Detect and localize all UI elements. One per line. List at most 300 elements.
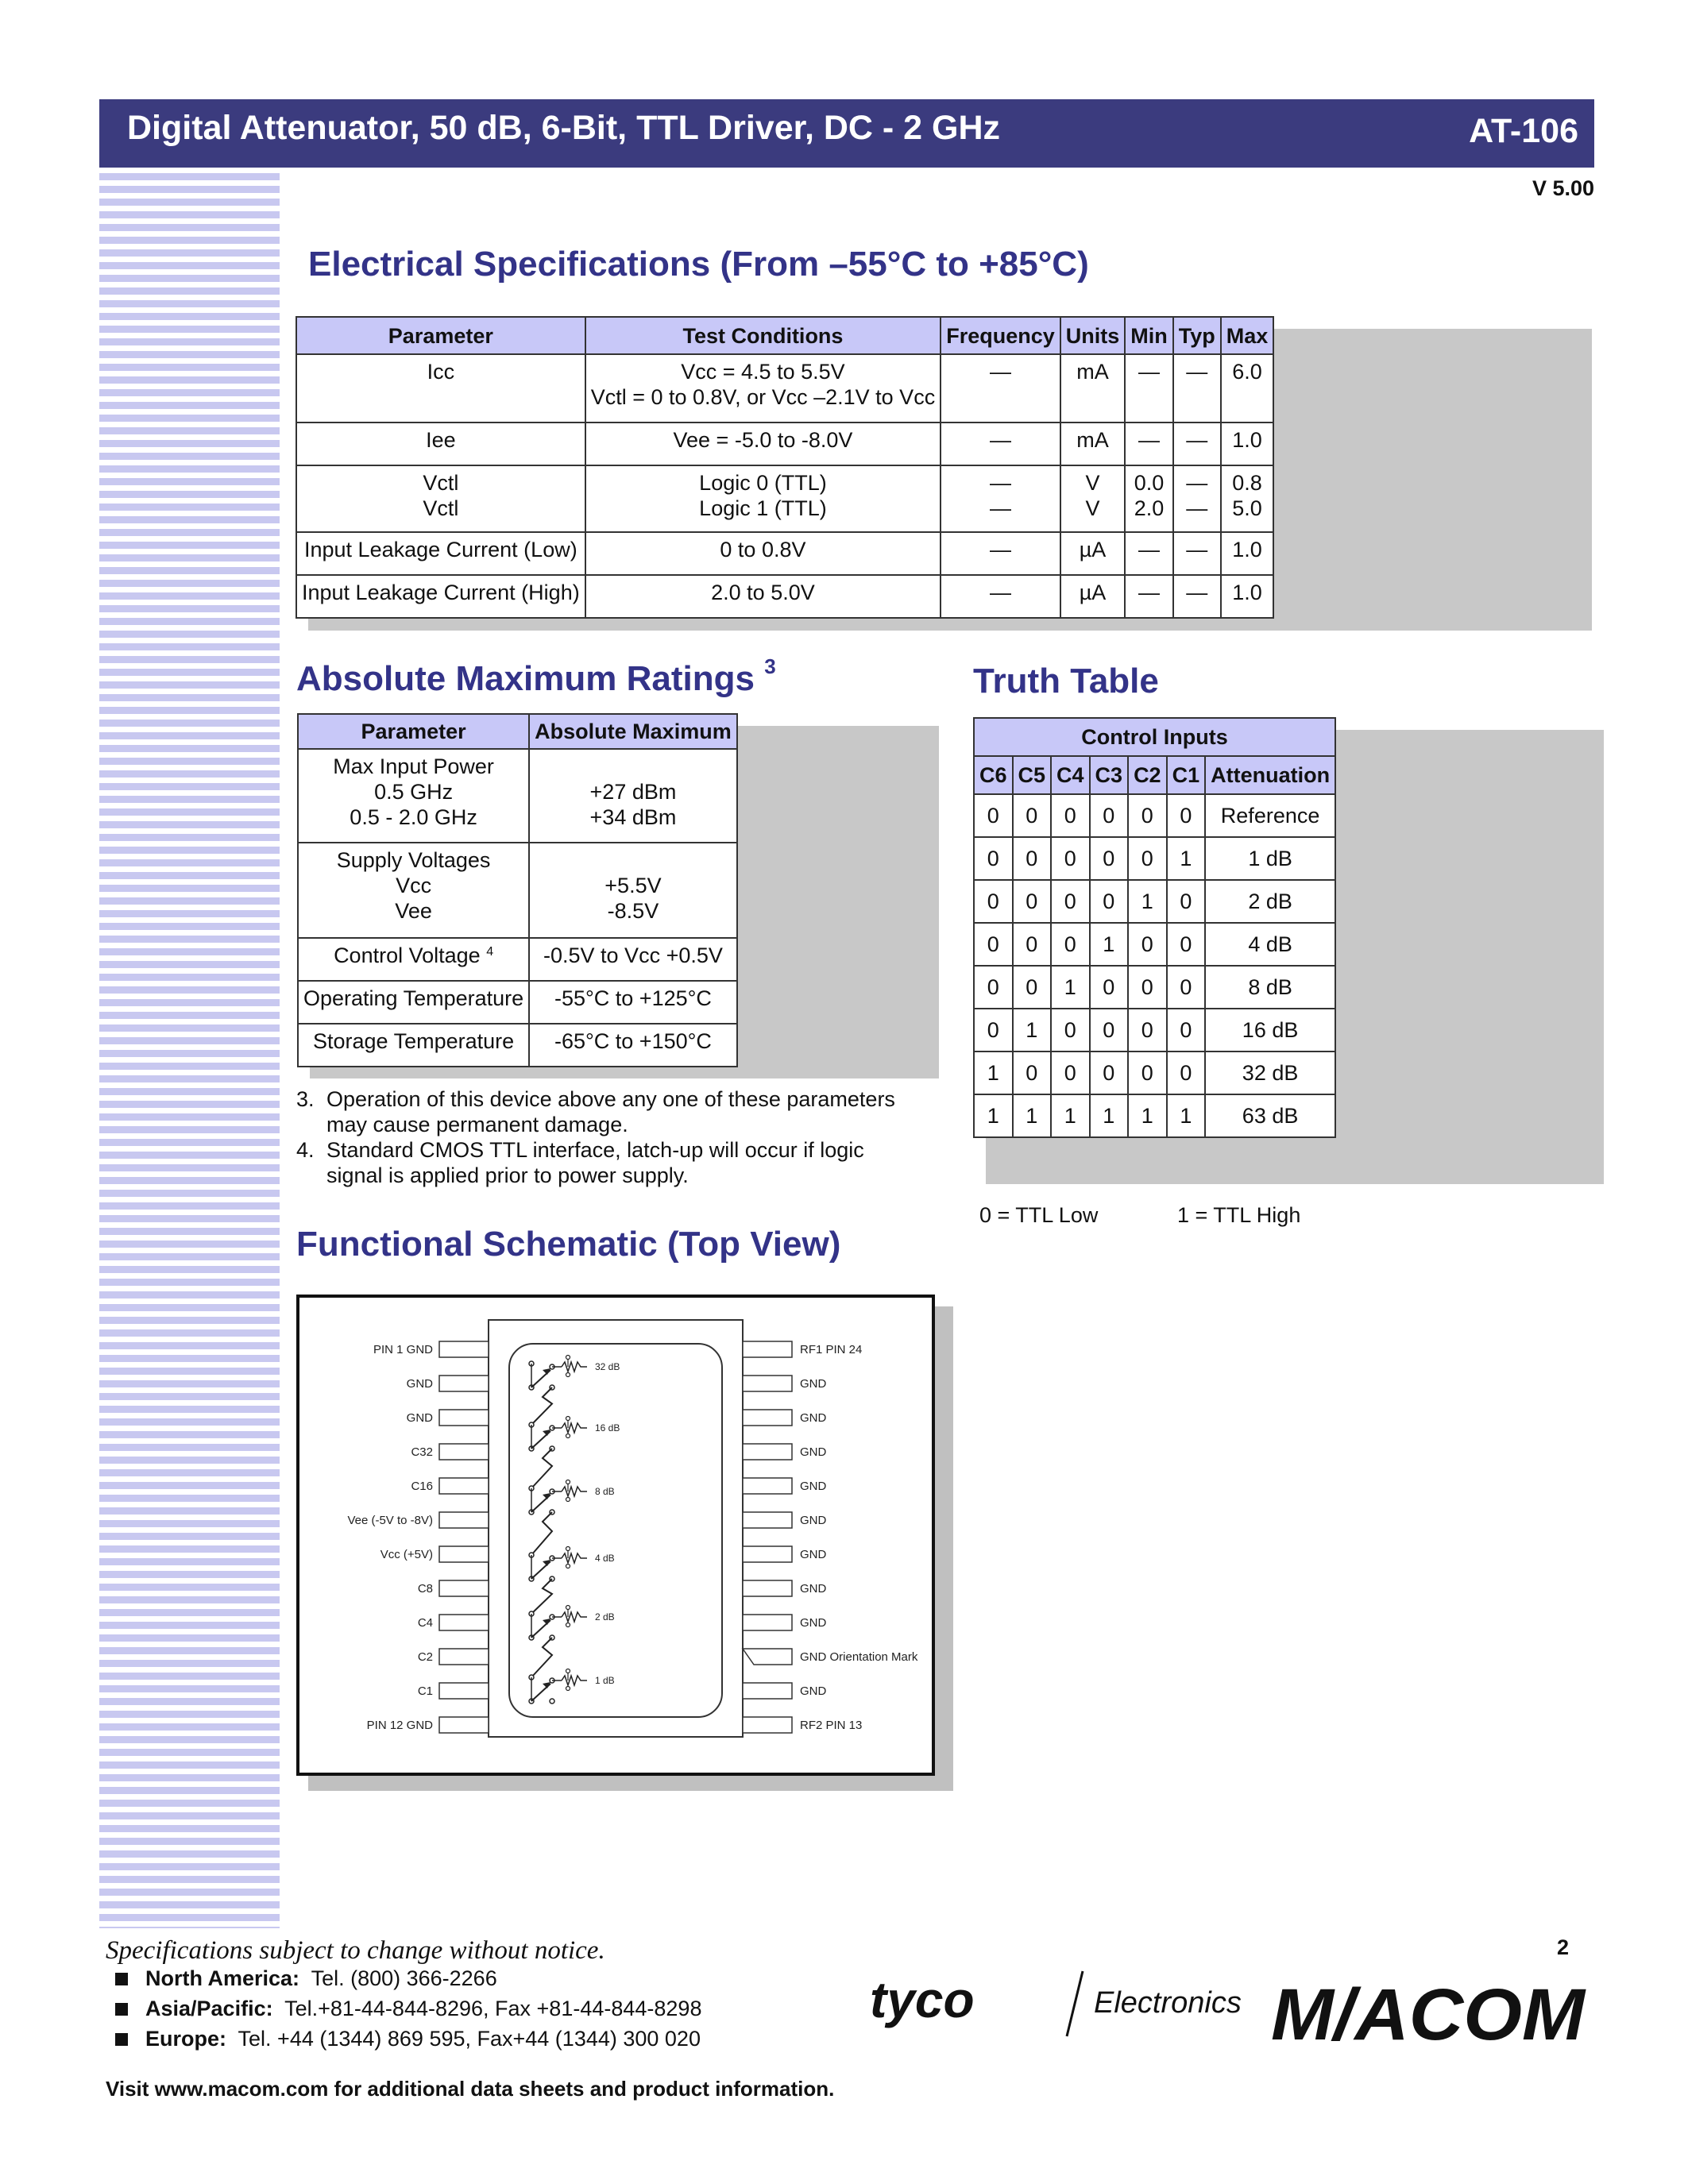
pin-pad [439,1580,489,1596]
cell-text: Input Leakage Current (Low) [304,538,577,561]
truth-cell: 0 [1090,966,1129,1009]
column-header: C2 [1128,756,1167,794]
cell-text: Input Leakage Current (High) [302,581,580,604]
spec-cell [1221,354,1274,423]
stage-label: 1 dB [595,1675,615,1686]
spec-cell [1221,465,1274,532]
bullet-icon [115,2033,128,2046]
truth-cell: 1 [1051,1094,1090,1137]
contact-info: Tel.+81-44-844-8296, Fax +81-44-844-8298 [284,1997,702,2020]
truth-cell: 1 [1167,1094,1206,1137]
absolute-max-table [297,713,738,1067]
resistor-node [566,1417,570,1421]
part-number: AT-106 [1469,112,1578,150]
truth-row [974,1009,1335,1051]
pin-label: GND [406,1411,433,1425]
rating-parameter [298,1024,529,1067]
truth-row [974,1051,1335,1094]
cell-text: — [1186,360,1208,384]
truth-cell: 0 [1167,966,1206,1009]
note-line: signal is applied prior to power supply. [326,1163,689,1187]
spec-cell [585,354,941,423]
cell-text: µA [1079,538,1107,561]
cell-text: — [1186,581,1208,604]
spec-row [296,423,1273,465]
rating-parameter [298,749,529,843]
cell-text: 0.0 [1134,471,1165,495]
cell-text: 1.0 [1232,581,1262,604]
footer-notice: Specifications subject to change without notice. [106,1936,605,1965]
cell-text: 6.0 [1232,360,1262,384]
truth-table [973,717,1336,1138]
functional-schematic [296,1295,935,1776]
pin-pad [439,1546,489,1562]
truth-cell: 0 [1013,794,1052,837]
column-header: C3 [1090,756,1129,794]
truth-cell: 2 dB [1205,880,1335,923]
pin-pad [743,1580,792,1596]
truth-cell: 1 [1090,923,1129,966]
cell-text: Vctl [423,496,459,520]
spec-cell [296,423,585,465]
contact-asia-pacific [115,1997,701,2021]
pin-pad [439,1478,489,1494]
cell-text: — [1138,538,1160,561]
pin-label: GND [800,1514,827,1527]
pin-pad [439,1717,489,1733]
column-header: Frequency [941,317,1060,354]
resistor-node [566,1547,570,1551]
truth-cell: 16 dB [1205,1009,1335,1051]
cell-text: -8.5V [607,899,659,923]
cell-text: V [1085,496,1100,520]
truth-cell: 0 [1013,1051,1052,1094]
spec-cell [1173,465,1221,532]
cell-text: 2.0 [1134,496,1165,520]
contact-info: Tel. (800) 366-2266 [311,1966,497,1990]
cell-text: +5.5V [605,874,662,897]
tyco-electronics-logo [870,1968,1243,2039]
cell-text: +34 dBm [589,805,677,829]
cell-text: — [1138,581,1160,604]
cell-text: Vcc = 4.5 to 5.5V [681,360,845,384]
spec-cell [1221,423,1274,465]
truth-cell: 0 [1051,923,1090,966]
truth-row [974,794,1335,837]
truth-cell: 1 [1128,1094,1167,1137]
stage-label: 2 dB [595,1611,615,1623]
contact-region: North America: [145,1966,300,1990]
column-header: Parameter [296,317,585,354]
spec-cell [296,465,585,532]
spec-cell [1125,465,1173,532]
column-header: Test Conditions [585,317,941,354]
pin-label: PIN 1 GND [373,1343,433,1356]
column-header: Min [1125,317,1173,354]
pin-pad [439,1341,489,1357]
spec-cell [1060,354,1126,423]
page-number: 2 [1557,1935,1570,1959]
cell-text: Icc [427,360,455,384]
cell-text: Max Input Power [333,754,494,778]
contact-europe [115,2027,701,2051]
column-header: C5 [1013,756,1052,794]
resistor-node [566,1669,570,1673]
truth-cell: 0 [1128,1051,1167,1094]
spec-cell [1125,354,1173,423]
cell-text: Supply Voltages [336,848,491,872]
truth-cell: 0 [974,880,1013,923]
truth-cell: 0 [1013,837,1052,880]
truth-row [974,923,1335,966]
note-number: 4. [296,1138,315,1162]
absolute-max-heading [296,654,776,699]
spec-row [296,354,1273,423]
truth-cell: 8 dB [1205,966,1335,1009]
pin-pad [743,1512,792,1528]
pin-label: RF1 PIN 24 [800,1343,863,1356]
truth-cell: 0 [1167,794,1206,837]
spec-cell [585,532,941,575]
decorative-stripe [99,173,280,1928]
version-label: V 5.00 [1532,176,1594,200]
pin-pad [743,1444,792,1460]
cell-text: -55°C to +125°C [554,986,712,1010]
cell-text: — [989,538,1011,561]
resistor-node [566,1434,570,1438]
visit-website-text: Visit www.macom.com for additional data sheets and product information. [106,2077,835,2101]
truth-cell: 0 [1051,1009,1090,1051]
column-header: C4 [1051,756,1090,794]
absolute-max-footnote-ref: 3 [764,654,776,678]
truth-cell: 0 [1167,1051,1206,1094]
cell-text: Vctl = 0 to 0.8V, or Vcc –2.1V to Vcc [590,385,936,409]
pin-pad [439,1444,489,1460]
spec-row [296,575,1273,618]
rating-row [298,749,737,843]
pin-pad [743,1478,792,1494]
note-line: Operation of this device above any one of these parameters [326,1087,895,1111]
truth-cell: 0 [1051,1051,1090,1094]
rating-row [298,1024,737,1067]
truth-cell: 1 [974,1094,1013,1137]
truth-cell: 0 [1167,880,1206,923]
cell-text [535,754,732,779]
truth-cell: 0 [1051,837,1090,880]
truth-cell: 0 [974,794,1013,837]
truth-cell: 0 [1090,837,1129,880]
footnote-ref: 4 [486,945,494,959]
spec-cell [296,575,585,618]
pin-pad [439,1410,489,1426]
pin-label: GND [406,1377,433,1391]
spec-cell [1125,532,1173,575]
truth-cell: 32 dB [1205,1051,1335,1094]
pin-label: GND Orientation Mark [800,1650,918,1664]
truth-row [974,837,1335,880]
spec-cell [1173,575,1221,618]
cell-text: +27 dBm [589,780,677,804]
cell-text: — [989,360,1011,384]
spec-cell [585,575,941,618]
pin-label: Vcc (+5V) [380,1548,433,1561]
cell-text: — [1186,496,1208,520]
spec-cell [1060,532,1126,575]
pin-pad [743,1717,792,1733]
pin-label: GND [800,1684,827,1698]
truth-cell: 1 [1013,1094,1052,1137]
truth-cell: 0 [1128,966,1167,1009]
truth-cell: 0 [1128,923,1167,966]
cell-text: µA [1079,581,1107,604]
rating-row [298,938,737,981]
column-header: Absolute Maximum [529,714,737,749]
column-header: Typ [1173,317,1221,354]
truth-cell: 0 [1090,794,1129,837]
truth-row [974,966,1335,1009]
spec-cell [941,465,1060,532]
cell-text: mA [1076,360,1109,384]
truth-cell: 63 dB [1205,1094,1335,1137]
pin-pad [439,1615,489,1630]
absolute-max-notes [296,1086,895,1188]
electrical-specs-table [295,316,1274,619]
spec-cell [941,575,1060,618]
cell-text: Logic 1 (TTL) [699,496,827,520]
cell-text: Storage Temperature [313,1029,515,1053]
rating-value [529,938,737,981]
spec-row [296,532,1273,575]
cell-text: -0.5V to Vcc +0.5V [543,943,723,967]
cell-text: — [1186,428,1208,452]
rating-value [529,843,737,938]
pin-label: C1 [417,1684,433,1698]
truth-cell: 0 [1013,923,1052,966]
cell-text: Vee [395,899,432,923]
cell-text: — [989,471,1011,495]
spec-cell [1221,532,1274,575]
legend-ttl-low: 0 = TTL Low [979,1203,1099,1227]
cell-text: — [1138,428,1160,452]
macom-wordmark: M/ACOM [1271,1974,1587,2054]
pin-label: GND [800,1548,827,1561]
spec-cell [1173,354,1221,423]
truth-cell: 0 [1090,1051,1129,1094]
cell-text: Vctl [423,471,459,495]
orientation-mark-pad [743,1649,792,1665]
truth-cell: Reference [1205,794,1335,837]
pin-pad [743,1615,792,1630]
rating-value [529,1024,737,1067]
spec-cell [1173,423,1221,465]
pin-pad [439,1649,489,1665]
truth-table-heading: Truth Table [973,662,1159,700]
truth-cell: 0 [1167,923,1206,966]
spec-cell [585,423,941,465]
cell-text: 1.0 [1232,538,1262,561]
spec-cell [1173,532,1221,575]
cell-text: mA [1076,428,1109,452]
stage-label: 4 dB [595,1553,615,1564]
truth-cell: 1 [1090,1094,1129,1137]
cell-text: -65°C to +150°C [554,1029,712,1053]
rating-parameter [298,938,529,981]
pin-pad [439,1376,489,1391]
cell-text: 0.5 GHz [374,780,454,804]
absolute-max-title: Absolute Maximum Ratings [296,659,755,698]
contact-info: Tel. +44 (1344) 869 595, Fax+44 (1344) 300 020 [238,2027,701,2051]
truth-cell: 0 [1013,966,1052,1009]
cell-text: — [1138,360,1160,384]
pin-label: C4 [417,1616,433,1630]
truth-cell: 1 dB [1205,837,1335,880]
cell-text: Iee [426,428,456,452]
spec-row [296,465,1273,532]
column-header: C1 [1167,756,1206,794]
truth-row [974,880,1335,923]
spec-cell [1125,423,1173,465]
resistor-node [566,1623,570,1627]
truth-cell: 1 [974,1051,1013,1094]
document-title: Digital Attenuator, 50 dB, 6-Bit, TTL Driver, DC - 2 GHz [127,109,1001,147]
truth-cell: 0 [1051,880,1090,923]
switch-node [550,1699,554,1704]
stage-label: 16 dB [595,1422,620,1433]
contact-region: Europe: [145,2027,227,2051]
rating-row [298,843,737,938]
truth-row [974,1094,1335,1137]
bullet-icon [115,2003,128,2016]
truth-cell: 0 [974,1009,1013,1051]
pin-label: C32 [411,1445,433,1459]
spec-cell [941,354,1060,423]
bullet-icon [115,1973,128,1985]
contact-north-america [115,1966,497,1991]
contact-region: Asia/Pacific: [145,1997,273,2020]
pin-label: C2 [417,1650,433,1664]
electrical-specs-heading: Electrical Specifications (From –55°C to +85°C) [308,245,1089,284]
truth-cell: 1 [1128,880,1167,923]
rating-parameter [298,981,529,1024]
resistor-node [566,1498,570,1502]
pin-label: PIN 12 GND [366,1719,433,1732]
pin-pad [743,1341,792,1357]
macom-logo [1271,1968,1589,2054]
column-header: Parameter [298,714,529,749]
note-text [326,1086,895,1137]
cell-text: V [1085,471,1100,495]
pin-label: GND [800,1582,827,1596]
title-bar [99,99,1594,168]
truth-cell: 0 [1013,880,1052,923]
truth-cell: 0 [974,966,1013,1009]
tyco-wordmark: tyco [870,1971,975,2028]
spec-cell [1060,465,1126,532]
cell-text: Vee = -5.0 to -8.0V [673,428,853,452]
truth-cell: 0 [1090,880,1129,923]
spec-cell [941,532,1060,575]
rating-parameter [298,843,529,938]
rating-value [529,981,737,1024]
truth-cell: 0 [1128,837,1167,880]
cell-text: 0.8 [1232,471,1262,495]
resistor-node [566,1480,570,1484]
truth-cell: 1 [1013,1009,1052,1051]
spec-cell [1221,575,1274,618]
resistor-node [566,1356,570,1360]
die-outline [509,1344,722,1717]
cell-text: — [1186,471,1208,495]
truth-cell: 4 dB [1205,923,1335,966]
note [296,1086,895,1137]
pin-label: RF2 PIN 13 [800,1719,863,1732]
spec-cell [941,423,1060,465]
pin-pad [743,1410,792,1426]
rating-row [298,981,737,1024]
stage-label: 8 dB [595,1486,615,1497]
note-text [326,1137,864,1188]
cell-text: — [989,428,1011,452]
pin-label: GND [800,1411,827,1425]
schematic-heading: Functional Schematic (Top View) [296,1225,841,1264]
pin-pad [743,1376,792,1391]
spec-cell [1060,423,1126,465]
legend-ttl-high: 1 = TTL High [1177,1203,1301,1227]
column-header: Max [1221,317,1274,354]
cell-text: Vcc [396,874,432,897]
resistor-node [566,1373,570,1377]
truth-cell: 1 [1167,837,1206,880]
resistor-node [566,1606,570,1610]
pin-label: GND [800,1616,827,1630]
note [296,1137,895,1188]
cell-text: 1.0 [1232,428,1262,452]
resistor-node [566,1687,570,1691]
column-header: Units [1060,317,1126,354]
resistor-node [566,1565,570,1569]
cell-text: Operating Temperature [303,986,524,1010]
note-number: 3. [296,1087,315,1111]
note-line: may cause permanent damage. [326,1113,628,1136]
cell-text [535,847,732,873]
spec-cell [1060,575,1126,618]
cell-text: 2.0 to 5.0V [711,581,815,604]
pin-pad [743,1683,792,1699]
cell-text: 0.5 - 2.0 GHz [350,805,477,829]
rating-value [529,749,737,843]
pin-pad [439,1683,489,1699]
pin-label: C16 [411,1480,433,1493]
pin-pad [743,1546,792,1562]
pin-pad [439,1512,489,1528]
cell-text: 5.0 [1232,496,1262,520]
cell-text: Logic 0 (TTL) [699,471,827,495]
pin-label: GND [800,1377,827,1391]
note-line: Standard CMOS TTL interface, latch-up will occur if logic [326,1138,864,1162]
control-inputs-header: Control Inputs [974,718,1335,756]
cell-text: 0 to 0.8V [720,538,806,561]
pin-label: GND [800,1480,827,1493]
truth-cell: 0 [974,837,1013,880]
spec-cell [296,354,585,423]
stage-label: 32 dB [595,1361,620,1372]
cell-text: Control Voltage $^4$ [334,943,494,967]
spec-cell [1125,575,1173,618]
column-header: Attenuation [1205,756,1335,794]
electronics-wordmark: Electronics [1094,1986,1242,2020]
truth-cell: 0 [1090,1009,1129,1051]
schematic-drawing [299,1298,932,1773]
